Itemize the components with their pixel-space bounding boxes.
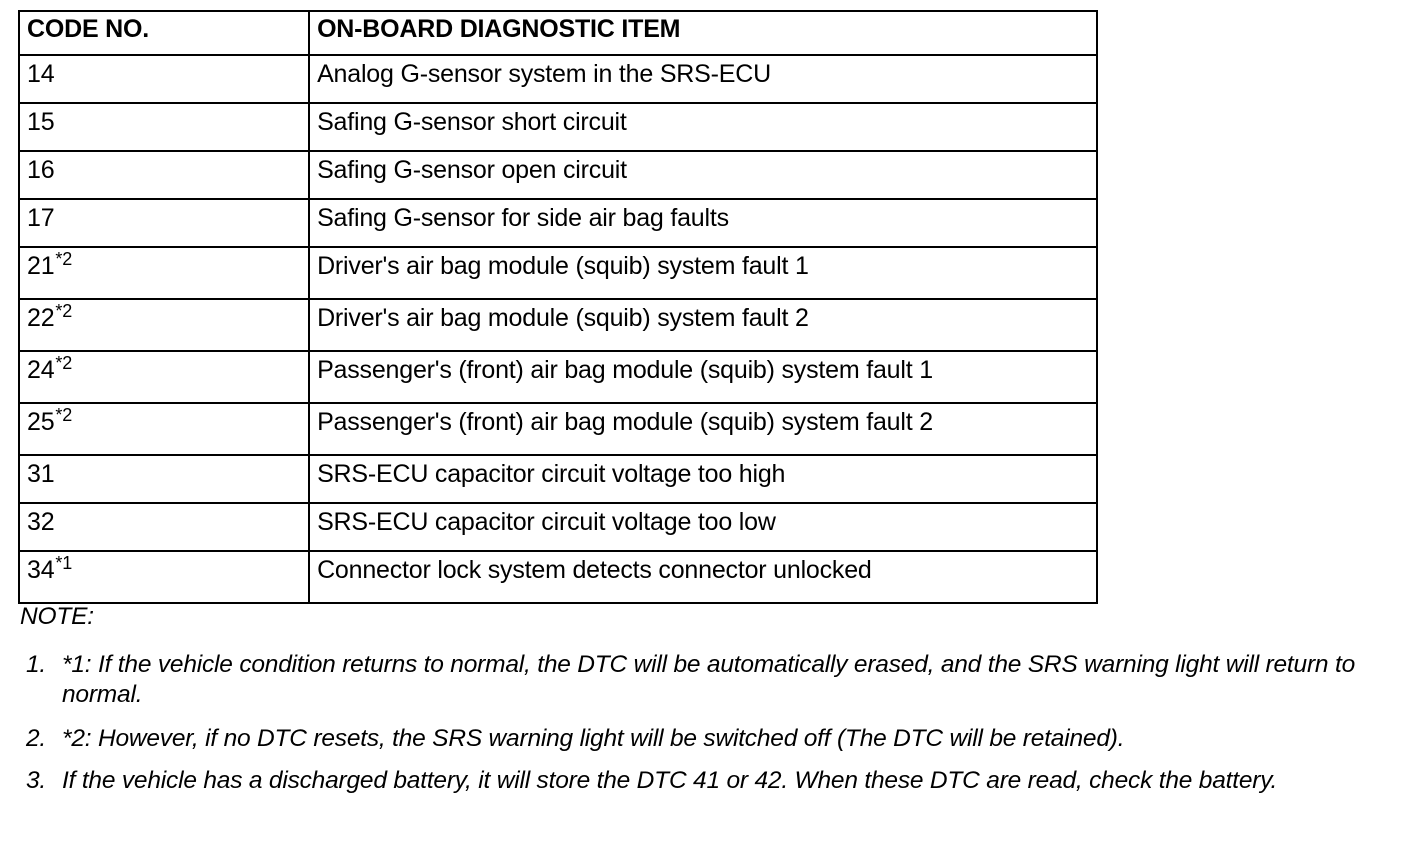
diagnostic-item-cell: Passenger's (front) air bag module (squib) system fault 1 (309, 351, 1097, 403)
diagnostic-item-cell: Safing G-sensor open circuit (309, 151, 1097, 199)
code-value: 32 (27, 508, 55, 536)
note-number: 3. (26, 767, 47, 794)
code-cell (19, 403, 309, 455)
note-item (18, 766, 1403, 796)
table-row (19, 551, 1097, 603)
table-row (19, 299, 1097, 351)
table-row (19, 55, 1097, 103)
code-value: 21 (27, 252, 55, 280)
diagnostic-item-cell: Safing G-sensor short circuit (309, 103, 1097, 151)
code-cell (19, 299, 309, 351)
code-cell (19, 503, 309, 551)
code-value: 17 (27, 204, 55, 232)
note-item (18, 724, 1403, 754)
notes-section (18, 602, 1403, 810)
code-footnote-marker: *2 (55, 353, 73, 373)
note-number: 1. (26, 651, 47, 678)
code-footnote-marker: *1 (55, 553, 73, 573)
table-row (19, 403, 1097, 455)
table-row (19, 199, 1097, 247)
table-row (19, 103, 1097, 151)
diagnostic-item-cell: Passenger's (front) air bag module (squib) system fault 2 (309, 403, 1097, 455)
diagnostic-item-cell: Analog G-sensor system in the SRS-ECU (309, 55, 1097, 103)
note-heading: NOTE: (20, 603, 94, 630)
code-cell (19, 551, 309, 603)
diagnostic-item-cell: SRS-ECU capacitor circuit voltage too high (309, 455, 1097, 503)
code-value: 25 (27, 408, 55, 436)
diagnostic-item-cell: Safing G-sensor for side air bag faults (309, 199, 1097, 247)
code-cell (19, 103, 309, 151)
code-value: 22 (27, 304, 55, 332)
code-value: 14 (27, 60, 55, 88)
table-row (19, 247, 1097, 299)
table-row (19, 503, 1097, 551)
code-cell (19, 351, 309, 403)
code-value: 34 (27, 556, 55, 584)
diagnostic-item-cell: Driver's air bag module (squib) system fault 1 (309, 247, 1097, 299)
code-footnote-marker: *2 (55, 249, 73, 269)
code-cell (19, 199, 309, 247)
diagnostic-item-cell: Connector lock system detects connector unlocked (309, 551, 1097, 603)
code-cell (19, 55, 309, 103)
header-item: ON-BOARD DIAGNOSTIC ITEM (309, 11, 1097, 55)
code-value: 16 (27, 156, 55, 184)
table-row (19, 151, 1097, 199)
diagnostic-item-cell: Driver's air bag module (squib) system fault 2 (309, 299, 1097, 351)
header-code: CODE NO. (19, 11, 309, 55)
table-row (19, 455, 1097, 503)
code-footnote-marker: *2 (55, 301, 73, 321)
table-body (19, 55, 1097, 603)
note-text: If the vehicle has a discharged battery, it will store the DTC 41 or 42. When these DTC are read, check the battery. (62, 767, 1278, 794)
code-value: 24 (27, 356, 55, 384)
note-text: *1: If the vehicle condition returns to normal, the DTC will be automatically erased, and the SRS warning light will return to normal. (62, 651, 1355, 708)
code-cell (19, 247, 309, 299)
table-row (19, 351, 1097, 403)
code-cell (19, 151, 309, 199)
note-text: *2: However, if no DTC resets, the SRS warning light will be switched off (The DTC will be retained). (62, 725, 1125, 752)
code-value: 31 (27, 460, 55, 488)
note-list (18, 650, 1403, 796)
table-header-row (19, 11, 1097, 55)
dtc-table (18, 10, 1098, 604)
diagnostic-item-cell: SRS-ECU capacitor circuit voltage too low (309, 503, 1097, 551)
note-number: 2. (26, 725, 47, 752)
note-item (18, 650, 1403, 710)
code-value: 15 (27, 108, 55, 136)
code-cell (19, 455, 309, 503)
code-footnote-marker: *2 (55, 405, 73, 425)
